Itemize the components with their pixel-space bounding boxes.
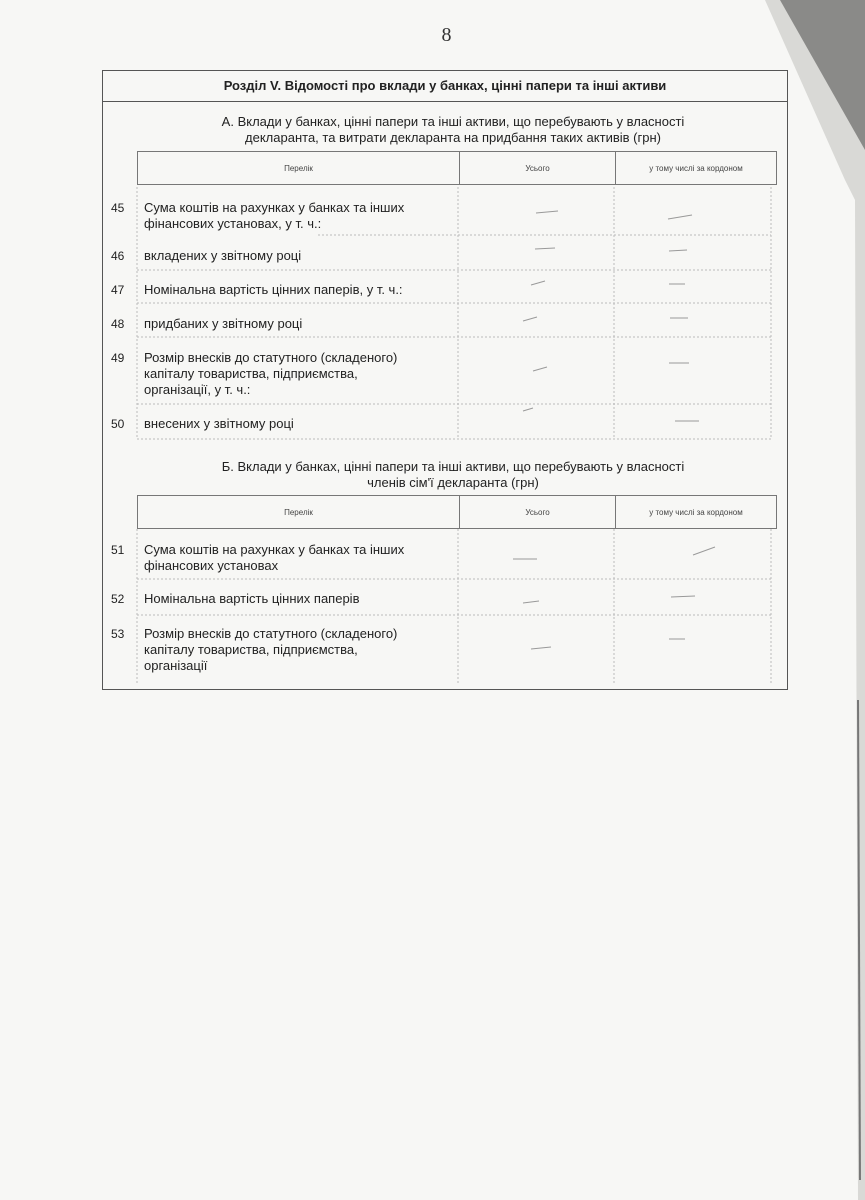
part-b-heading-line2: членів сім'ї декларанта (грн) — [367, 475, 539, 490]
column-header-abroad: у тому числі за кордоном — [615, 496, 776, 528]
row-label-line: організації, у т. ч.: — [144, 382, 251, 397]
row-number-53: 53 — [111, 627, 125, 641]
column-header-total: Усього — [459, 152, 615, 184]
row-label-46: вкладених у звітному році — [144, 248, 302, 263]
row-label-line: Розмір внесків до статутного (складеного) — [144, 626, 398, 641]
column-header-list: Перелік — [284, 507, 313, 517]
part-a-heading — [183, 114, 723, 146]
page-number: 8 — [441, 24, 452, 46]
row-label-line: фінансових установах — [144, 558, 279, 573]
part-a-heading-line1: А. Вклади у банках, цінні папери та інші активи, що перебувають у власності — [221, 114, 685, 129]
row-label-52: Номінальна вартість цінних паперів — [144, 591, 360, 606]
row-number-50: 50 — [111, 417, 125, 431]
row-label-49 — [144, 350, 444, 398]
row-label-line: капіталу товариства, підприємства, — [144, 366, 358, 381]
row-label-45 — [144, 200, 444, 232]
row-label-48: придбаних у звітному році — [144, 316, 303, 331]
row-label-line: Сума коштів на рахунках у банках та інших — [144, 542, 405, 557]
row-number-46: 46 — [111, 249, 125, 263]
row-number-48: 48 — [111, 317, 125, 331]
row-label-line: капіталу товариства, підприємства, — [144, 642, 358, 657]
row-number-52: 52 — [111, 592, 125, 606]
column-header-list: Перелік — [284, 163, 313, 173]
section-v-form — [102, 70, 788, 690]
row-label-51 — [144, 542, 444, 574]
row-number-45: 45 — [111, 201, 125, 215]
row-label-50: внесених у звітному році — [144, 416, 294, 431]
section-title: Розділ V. Відомості про вклади у банках, цінні папери та інші активи — [103, 71, 787, 102]
row-label-47: Номінальна вартість цінних паперів, у т. ч.: — [144, 282, 403, 297]
row-label-53 — [144, 626, 444, 674]
column-header-total: Усього — [459, 496, 615, 528]
row-label-line: фінансових установах, у т. ч.: — [144, 216, 322, 231]
row-label-line: Сума коштів на рахунках у банках та інших — [144, 200, 405, 215]
column-header-abroad: у тому числі за кордоном — [615, 152, 776, 184]
part-a-heading-line2: декларанта, та витрати декларанта на придбання таких активів (грн) — [245, 130, 661, 145]
part-b-heading — [183, 459, 723, 491]
row-number-49: 49 — [111, 351, 125, 365]
part-a-column-header — [137, 151, 777, 185]
part-b-heading-line1: Б. Вклади у банках, цінні папери та інші активи, що перебувають у власності — [221, 459, 685, 474]
row-number-51: 51 — [111, 543, 125, 557]
row-label-line: організації — [144, 658, 208, 673]
row-number-47: 47 — [111, 283, 125, 297]
row-label-line: Розмір внесків до статутного (складеного) — [144, 350, 398, 365]
part-b-column-header — [137, 495, 777, 529]
